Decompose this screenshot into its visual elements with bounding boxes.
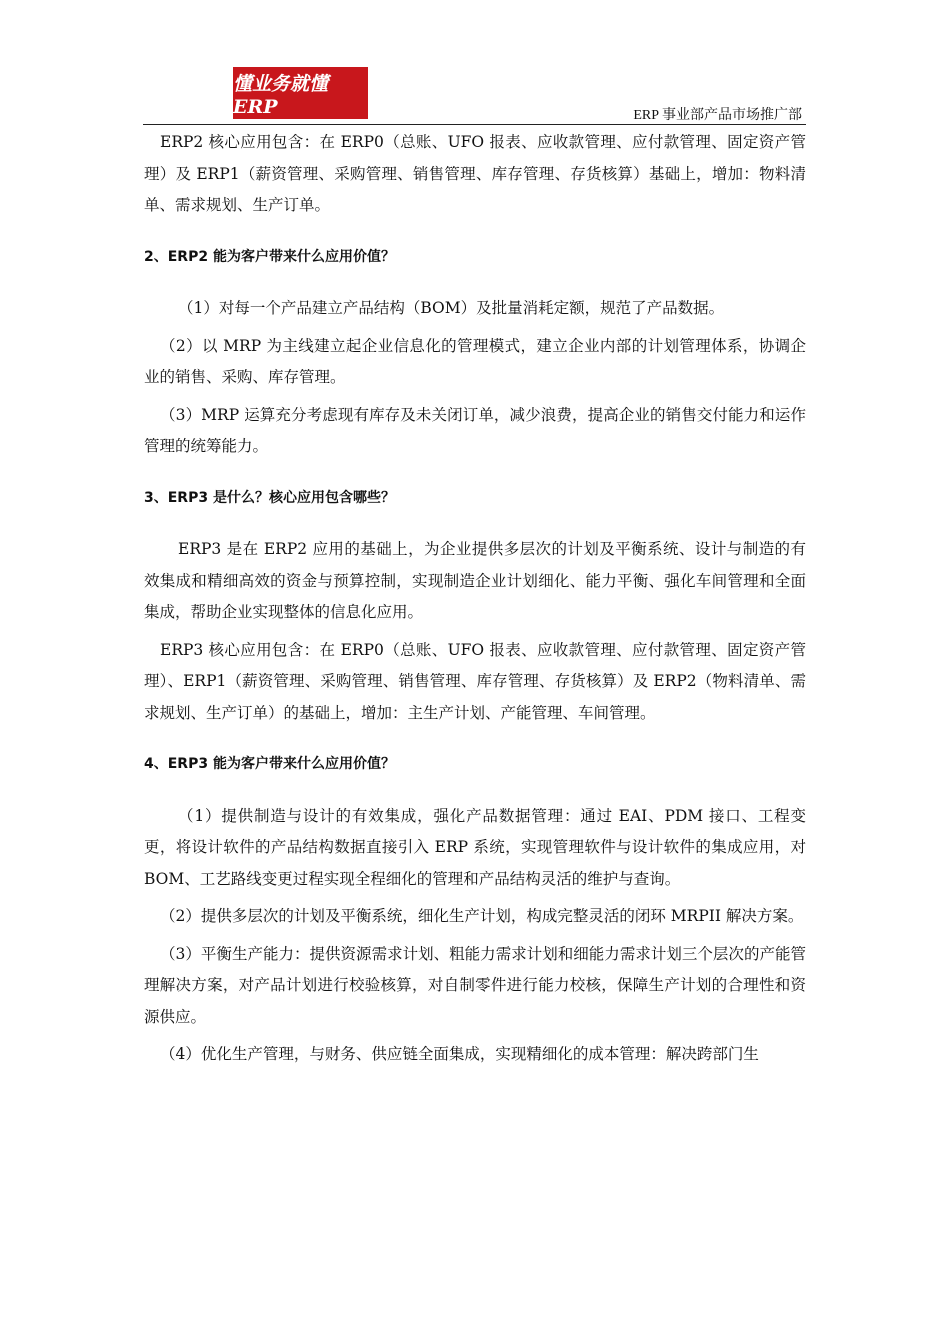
paragraph-erp3-value-1: （1）提供制造与设计的有效集成，强化产品数据管理：通过 EAI、PDM 接口、工程变更，将设计软件的产品结构数据直接引入 ERP 系统，实现管理软件与设计软件的集成应用，对 BOM、工艺路线变更过程实现全程细化的管理和产品结构灵活的维护与查询。 <box>144 806 806 888</box>
header-department: ERP 事业部产品市场推广部 <box>633 108 802 123</box>
document-body <box>144 127 806 1071</box>
heading-erp3-definition: 3、ERP3 是什么？核心应用包含哪些？ <box>144 489 395 506</box>
paragraph-erp2-value-2: （2）以 MRP 为主线建立起企业信息化的管理模式，建立企业内部的计划管理体系，协调企业的销售、采购、库存管理。 <box>144 336 806 386</box>
paragraph-erp3-value-3: （3）平衡生产能力：提供资源需求计划、粗能力需求计划和细能力需求计划三个层次的产能管理解决方案，对产品计划进行校验核算，对自制零件进行能力校核，保障生产计划的合理性和资源供应。 <box>144 944 806 1026</box>
paragraph-erp3-definition: ERP3 是在 ERP2 应用的基础上，为企业提供多层次的计划及平衡系统、设计与制造的有效集成和精细高效的资金与预算控制，实现制造企业计划细化、能力平衡、强化车间管理和全面集成，帮助企业实现整体的信息化应用。 <box>144 540 806 621</box>
paragraph-erp2-value-3: （3）MRP 运算充分考虑现有库存及未关闭订单，减少浪费，提高企业的销售交付能力和运作管理的统筹能力。 <box>144 405 806 455</box>
logo-text: 懂业务就懂ERP <box>233 72 329 118</box>
company-logo <box>233 67 368 119</box>
paragraph-erp2-value-1: （1）对每一个产品建立产品结构（BOM）及批量消耗定额，规范了产品数据。 <box>178 299 725 317</box>
paragraph-erp2-core: ERP2 核心应用包含：在 ERP0（总账、UFO 报表、应收款管理、应付款管理、固定资产管理）及 ERP1（薪资管理、采购管理、销售管理、库存管理、存货核算）基础上，增加：物料清单、需求规划、生产订单。 <box>144 133 806 214</box>
paragraph-erp3-value-2: （2）提供多层次的计划及平衡系统，细化生产计划，构成完整灵活的闭环 MRPII 解决方案。 <box>160 907 804 925</box>
heading-erp2-value: 2、ERP2 能为客户带来什么应用价值？ <box>144 248 395 265</box>
paragraph-erp3-value-4: （4）优化生产管理，与财务、供应链全面集成，实现精细化的成本管理：解决跨部门生 <box>160 1045 759 1063</box>
header-divider <box>143 124 806 125</box>
paragraph-erp3-core: ERP3 核心应用包含：在 ERP0（总账、UFO 报表、应收款管理、应付款管理、固定资产管理）、ERP1（薪资管理、采购管理、销售管理、库存管理、存货核算）及 ERP2（物料清单、需求规划、生产订单）的基础上，增加：主生产计划、产能管理、车间管理。 <box>144 640 806 722</box>
heading-erp3-value: 4、ERP3 能为客户带来什么应用价值？ <box>144 756 395 772</box>
